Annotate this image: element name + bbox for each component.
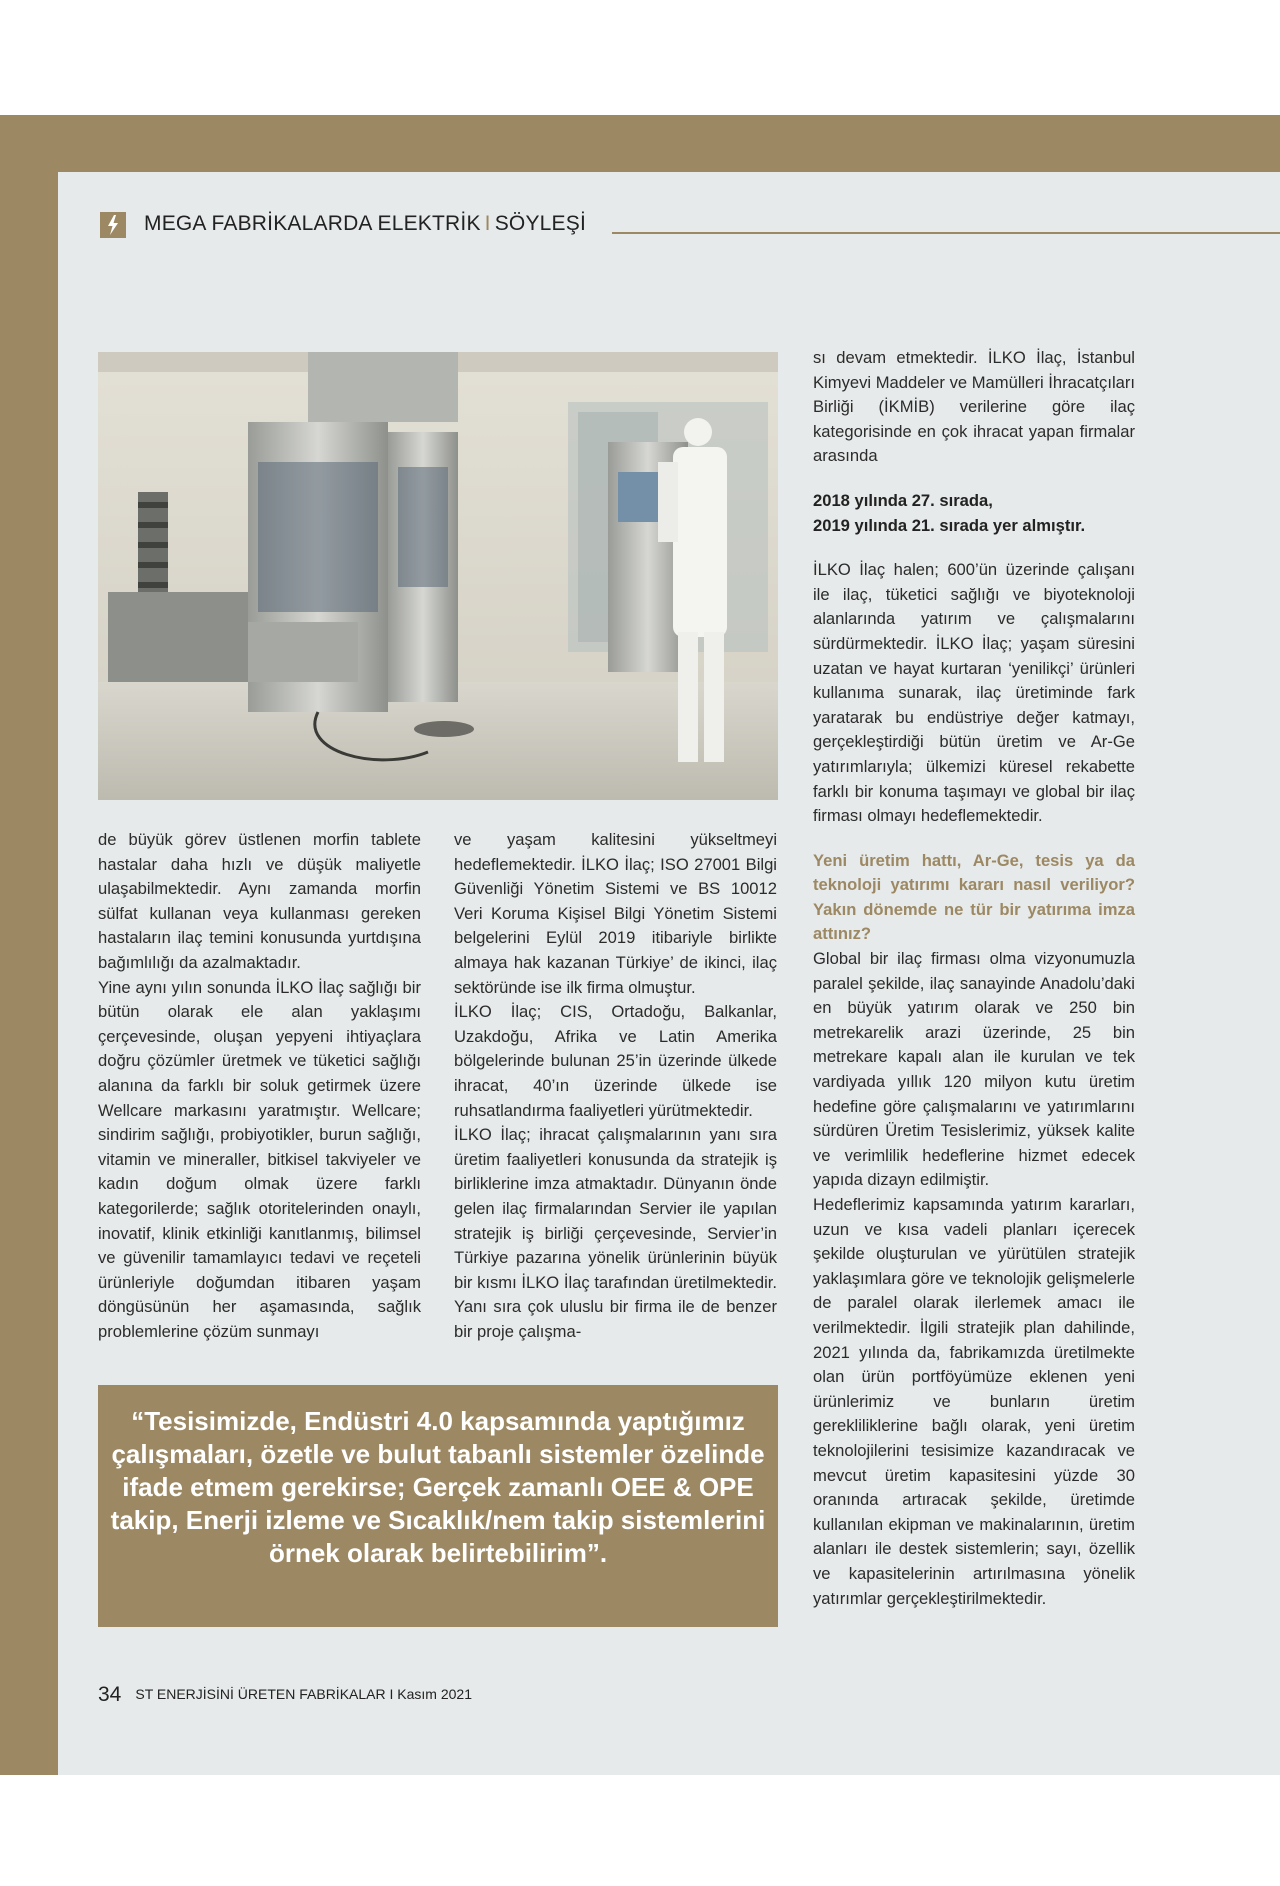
factory-photo [98,352,778,800]
ranking-line: 2019 yılında 21. sırada yer almıştır. [813,515,1086,535]
paragraph: Yine aynı yılın sonunda İLKO İlaç sağlığı bir bütün olarak ele alan yaklaşımı çerçevesinde, oluşan yepyeni ihtiyaçlara doğru çözümler üretmek ve tüketici sağlığı alanına da farklı bir soluk getirmek üzere Wellcare markasını yaratmıştır. Wellcare; sindirim sağlığı, probiyotikler, burun sağlığı, vitamin ve mineraller, bitkisel takviyeler ve kadın doğum olmak üzere farklı kategorilerde; sağlık otoritelerinden onaylı, inovatif, klinik etkinliği kanıtlanmış, bilimsel ve güvenilir tamamlayıcı tedavi ve reçeteli ürünleriyle doğumdan itibaren yaşam döngüsünün her aşamasında, sağlık problemlerine çözüm sunmayı [98,977,421,1341]
issue-date: Kasım 2021 [397,1686,472,1702]
paragraph: de büyük görev üstlenen morfin tablete hastalar daha hızlı ve düşük maliyetle ulaşabilmektedir. Aynı zamanda morfin sülfat kullanan veya kullanması gereken hastaların ilaç temini konusunda yurtdışına bağımlılığı da azalmaktadır. [98,830,421,972]
magazine-name: ST ENERJİSİNİ ÜRETEN FABRİKALAR [135,1686,386,1702]
page-footer [98,1683,472,1707]
page-header [100,210,1280,242]
paragraph: Hedeflerimiz kapsamında yatırım kararları, uzun ve kısa vadeli planları içerecek şekilde oluşturulan ve yürütülen stratejik yaklaşımlara göre ve teknolojik gelişmelerle de paralel olarak ilerlemek amacı ile verilmektedir. İlgili stratejik plan dahilinde, 2021 yılında da, fabrikamızda üretilmekte olan ürün portföyümüze eklenen yeni ürünlerimiz ve bunların üretim gerekliliklerine bağlı olarak, yeni üretim teknolojilerini tesisimize kazandıracak ve mevcut üretim kapasitesini yüzde 30 oranında artıracak şekilde, üretimde kullanılan ekipman ve makinalarının, üretim alanları ile destek sistemlerin; sayı, özellik ve kapasitelerinin artırılmasına yönelik yatırımlar gerçekleştirilmektedir. [813,1195,1135,1608]
paragraph: sı devam etmektedir. İLKO İlaç, İstanbul Kimyevi Maddeler ve Mamülleri İhracatçıları Birliği (İKMİB) verilerine göre ilaç kategorisinde en çok ihracat yapan firmalar arasında [813,348,1135,466]
paragraph: İLKO İlaç; ihracat çalışmalarının yanı sıra üretim faaliyetleri konusunda da stratejik iş birliklerine imza atmaktadır. Dünyanın önde gelen ilaç firmalarından Servier ile yapılan stratejik iş birliği çerçevesinde, Servier’in Türkiye pazarına yönelik ürünlerinin büyük bir kısmı İLKO İlaç tarafından üretilmektedir. Yanı sıra çok uluslu bir firma ile de benzer bir proje çalışma- [454,1125,777,1341]
section-title [144,212,586,236]
lightning-bolt-icon [100,212,126,238]
paragraph: Global bir ilaç firması olma vizyonumuzla paralel şekilde, ilaç sanayinde Anadolu’daki en büyük yatırım olarak ve 250 bin metrekarelik arazi üzerinde, 25 bin metrekare kapalı alan ile kurulan ve tek vardiyada yıllık 120 milyon kutu üretim hedefine göre çalışmalarını ve yatırımlarını sürdüren Üretim Tesislerimiz, yüksek kalite ve verimlilik hedeflerine hizmet edecek yapıda dizayn edilmiştir. [813,949,1135,1190]
paragraph: ve yaşam kalitesini yükseltmeyi hedeflemektedir. İLKO İlaç; ISO 27001 Bilgi Güvenliği Yönetim Sistemi ve BS 10012 Veri Koruma Kişisel Bilgi Yönetim Sistemi belgelerini Eylül 2019 itibariyle birlikte almaya hak kazanan Türkiye’ de ikinci, ilaç sektöründe ise ilk firma olmuştur. [454,830,777,997]
header-rule [612,232,1280,234]
footer-separator: I [389,1686,394,1702]
text-column-2 [454,828,777,1344]
pull-quote: “Tesisimizde, Endüstri 4.0 kapsamında yaptığımız çalışmaları, özetle ve bulut tabanlı sistemler özelinde ifade etmem gerekirse; Gerçek zamanlı OEE & OPE takip, Enerji izleme ve Sıcaklık/nem takip sistemlerini örnek olarak belirtebilirim”. [98,1385,778,1627]
ranking-line: 2018 yılında 27. sırada, [813,490,993,510]
page-number: 34 [98,1683,122,1706]
header-separator: I [484,212,491,235]
section-name: MEGA FABRİKALARDA ELEKTRİK [144,212,481,235]
paragraph: İLKO İlaç halen; 600’ün üzerinde çalışanı ile ilaç, tüketici sağlığı ve biyoteknoloji alanlarında yatırım ve çalışmalarını sürdürmektedir. İLKO İlaç; yaşam süresini uzatan ve hayat kurtaran ‘yenilikçi’ ürünleri kullanıma sunarak, ilaç üretiminde fark yaratarak bu endüstriye değer katmayı, gerçekleştirdiği bütün üretim ve Ar-Ge yatırımlarıyla; ülkemizi küresel rekabette farklı bir konuma taşımayı ve global bir ilaç firması olmayı hedeflemektedir. [813,560,1135,826]
interview-question: Yeni üretim hattı, Ar-Ge, tesis ya da teknoloji yatırımı kararı nasıl veriliyor? Yakın dönemde ne tür bir yatırıma imza attınız? [813,850,1135,944]
text-column-1 [98,828,421,1344]
paragraph: İLKO İlaç; CIS, Ortadoğu, Balkanlar, Uzakdoğu, Afrika ve Latin Amerika bölgelerinde bulunan 25’in üzerinde ülkede ihracat, 40’ın üzerinde ülkede ise ruhsatlandırma faaliyetleri yürütmektedir. [454,1002,777,1120]
section-category: SÖYLEŞİ [494,212,586,235]
text-column-3 [813,346,1135,1611]
